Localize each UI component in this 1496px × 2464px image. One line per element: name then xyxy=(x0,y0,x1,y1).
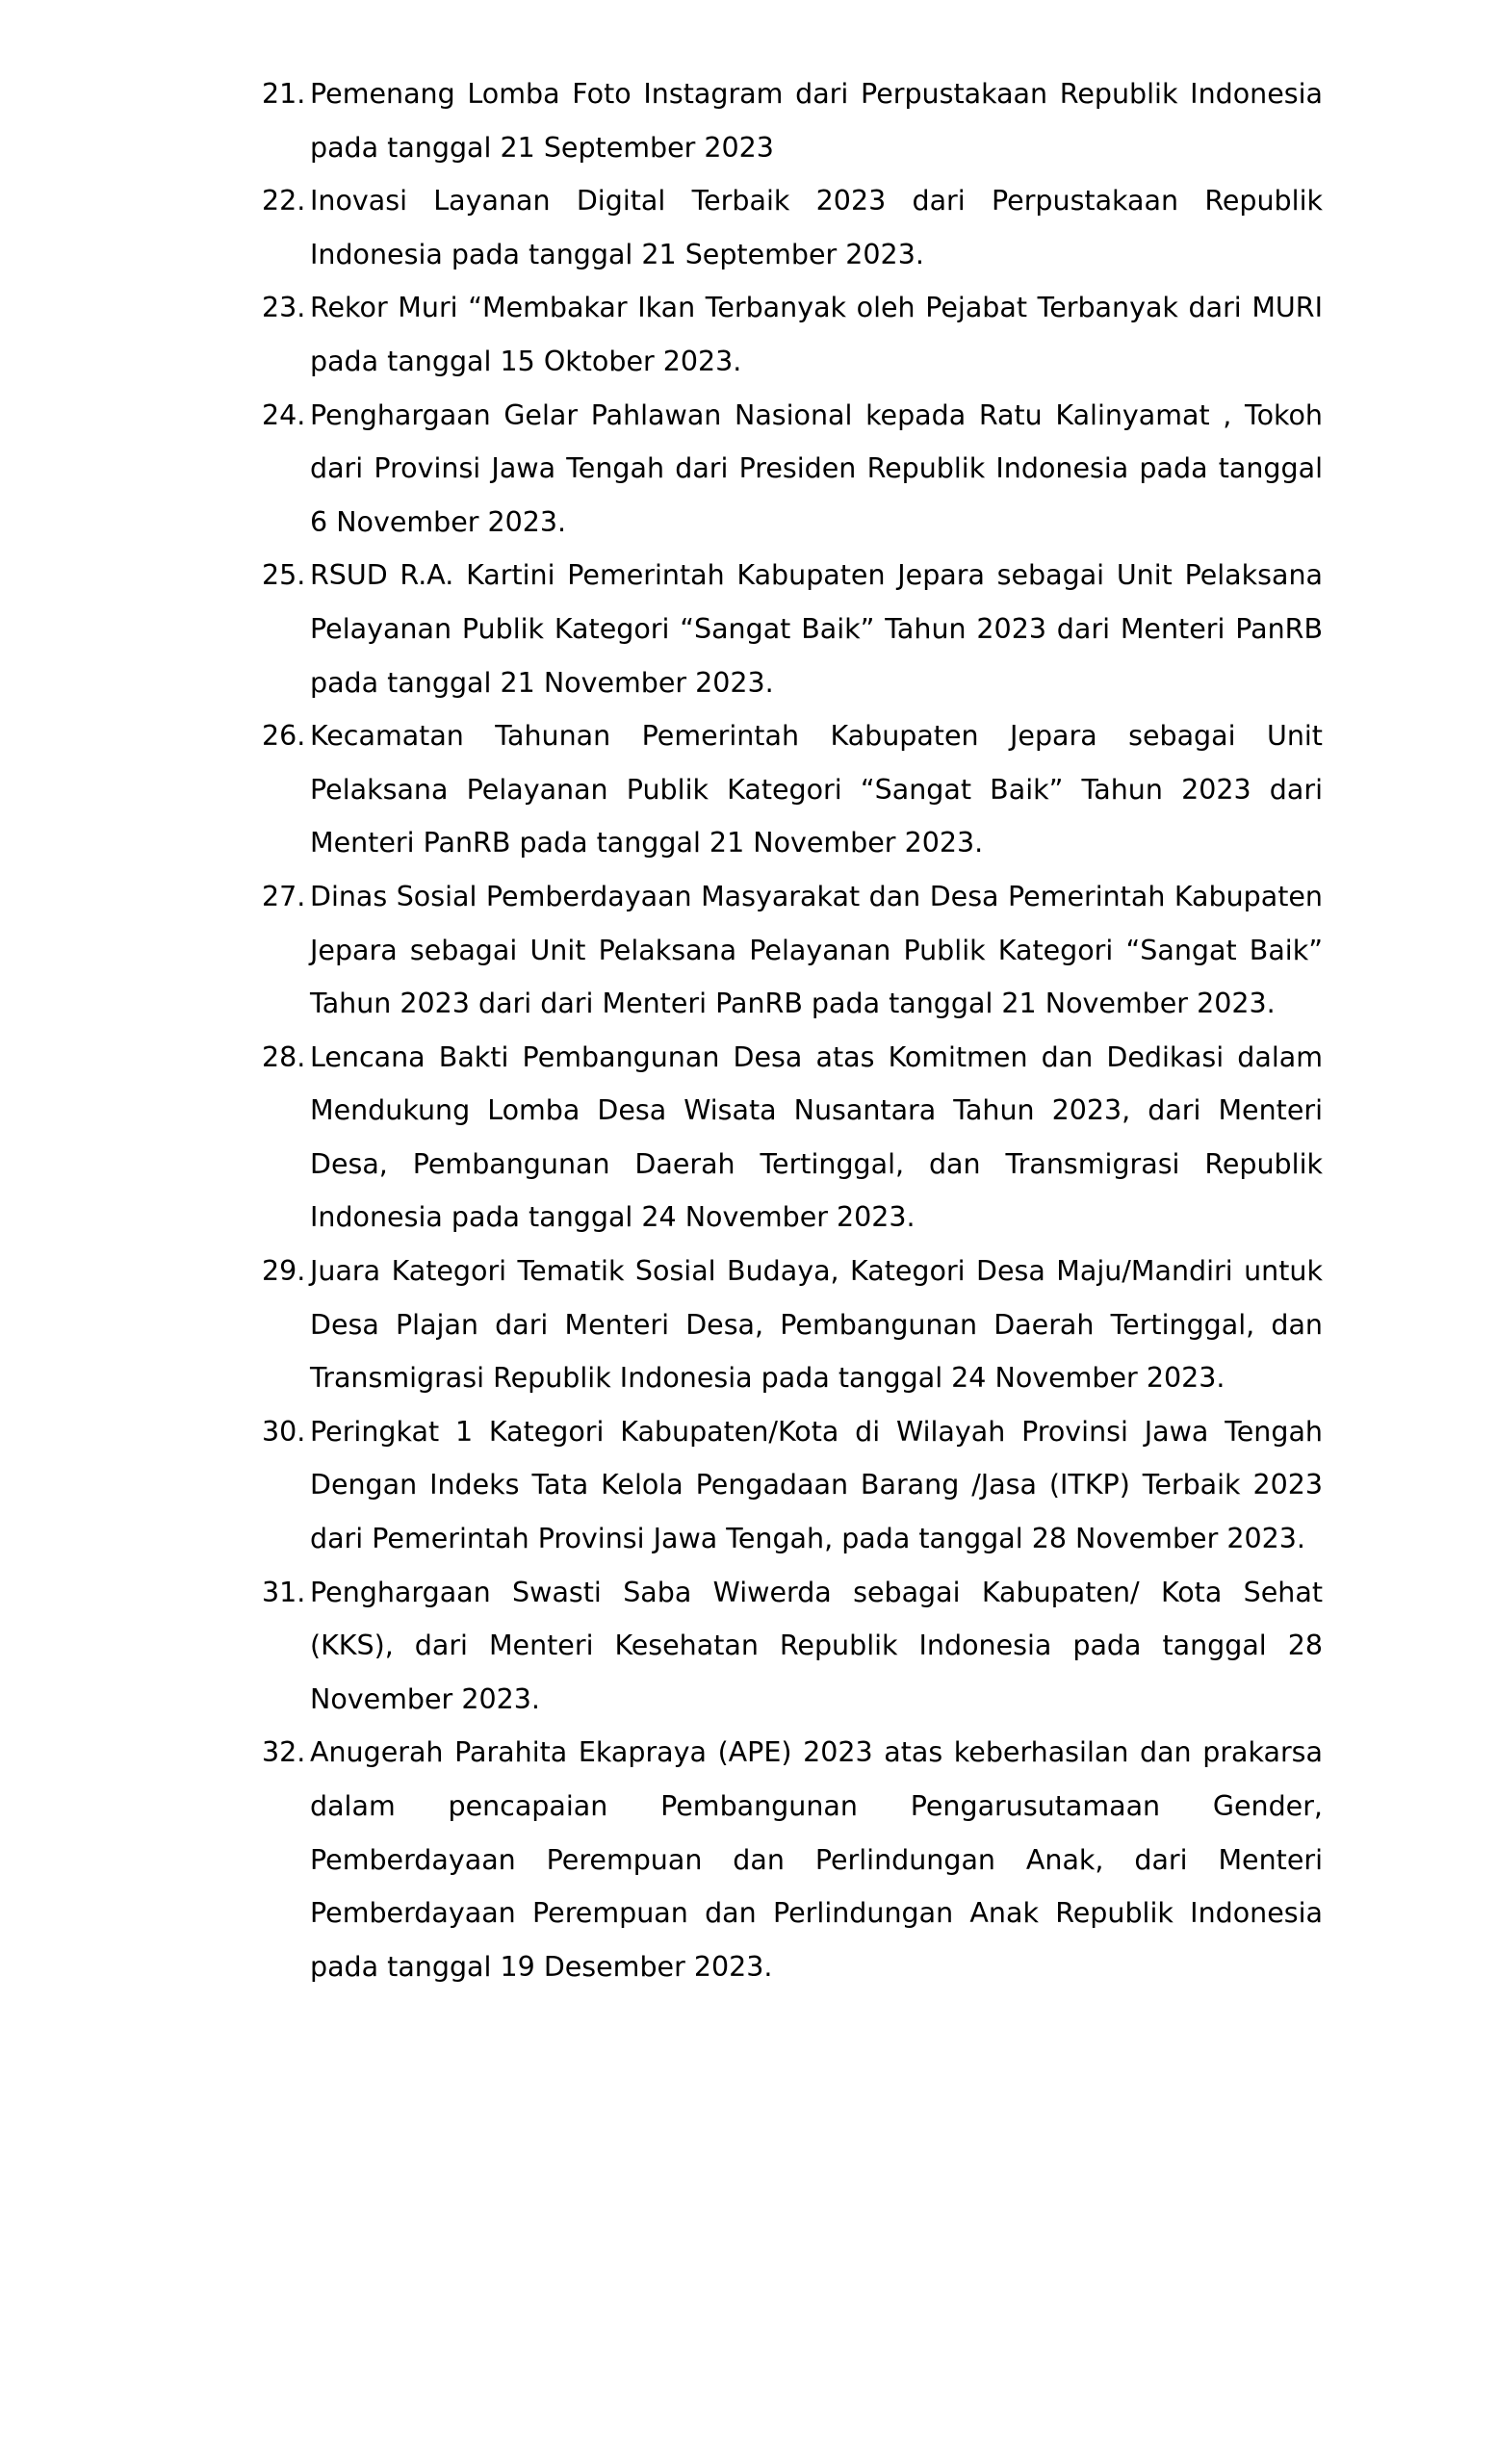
award-number: 32. xyxy=(262,1736,306,1769)
award-number: 27. xyxy=(262,880,306,912)
award-text: Anugerah Parahita Ekapraya (APE) 2023 atas keberhasilan dan prakarsa dalam pencapaian Pembangunan Pengarusutamaan Gender, Pemberdayaan Perempuan dan Perlindungan Anak, dari Menteri Pemberdayaan Perempuan dan Perlindungan Anak Republik Indonesia pada tanggal 19 Desember 2023. xyxy=(310,1736,1323,1983)
award-number: 31. xyxy=(262,1576,306,1608)
award-item xyxy=(0,389,1496,550)
award-text: Penghargaan Gelar Pahlawan Nasional kepada Ratu Kalinyamat , Tokoh dari Provinsi Jawa Tengah dari Presiden Republik Indonesia pada tanggal 6 November 2023. xyxy=(310,398,1323,538)
award-number: 24. xyxy=(262,398,306,431)
award-number: 29. xyxy=(262,1255,306,1288)
award-item xyxy=(0,549,1496,709)
award-item xyxy=(0,1405,1496,1566)
award-item xyxy=(0,870,1496,1031)
award-text: Pemenang Lomba Foto Instagram dari Perpustakaan Republik Indonesia pada tanggal 21 September 2023 xyxy=(310,78,1323,164)
award-number: 30. xyxy=(262,1415,306,1448)
award-number: 21. xyxy=(262,78,306,110)
award-text: RSUD R.A. Kartini Pemerintah Kabupaten Jepara sebagai Unit Pelaksana Pelayanan Publik Kategori “Sangat Baik” Tahun 2023 dari Menteri PanRB pada tanggal 21 November 2023. xyxy=(310,559,1323,699)
award-item xyxy=(0,67,1496,174)
award-list xyxy=(0,67,1496,1993)
award-text: Dinas Sosial Pemberdayaan Masyarakat dan Desa Pemerintah Kabupaten Jepara sebagai Unit Pelaksana Pelayanan Publik Kategori “Sangat Baik” Tahun 2023 dari dari Menteri PanRB pada tanggal 21 November 2023. xyxy=(310,880,1323,1020)
award-item xyxy=(0,281,1496,388)
award-item xyxy=(0,1726,1496,1993)
award-number: 26. xyxy=(262,720,306,753)
award-number: 28. xyxy=(262,1040,306,1073)
award-text: Juara Kategori Tematik Sosial Budaya, Kategori Desa Maju/Mandiri untuk Desa Plajan dari Menteri Desa, Pembangunan Daerah Tertinggal, dan Transmigrasi Republik Indonesia pada tanggal 24 November 2023. xyxy=(310,1255,1323,1395)
award-text: Lencana Bakti Pembangunan Desa atas Komitmen dan Dedikasi dalam Mendukung Lomba Desa Wisata Nusantara Tahun 2023, dari Menteri Desa, Pembangunan Daerah Tertinggal, dan Transmigrasi Republik Indonesia pada tanggal 24 November 2023. xyxy=(310,1040,1323,1234)
award-text: Inovasi Layanan Digital Terbaik 2023 dari Perpustakaan Republik Indonesia pada tanggal 21 September 2023. xyxy=(310,185,1323,270)
award-item xyxy=(0,1566,1496,1727)
award-text: Rekor Muri “Membakar Ikan Terbanyak oleh Pejabat Terbanyak dari MURI pada tanggal 15 Oktober 2023. xyxy=(310,292,1323,377)
award-text: Penghargaan Swasti Saba Wiwerda sebagai Kabupaten/ Kota Sehat (KKS), dari Menteri Kesehatan Republik Indonesia pada tanggal 28 November 2023. xyxy=(310,1576,1323,1715)
award-item xyxy=(0,709,1496,870)
award-number: 23. xyxy=(262,292,306,324)
award-item xyxy=(0,174,1496,281)
award-text: Peringkat 1 Kategori Kabupaten/Kota di Wilayah Provinsi Jawa Tengah Dengan Indeks Tata Kelola Pengadaan Barang /Jasa (ITKP) Terbaik 2023 dari Pemerintah Provinsi Jawa Tengah, pada tanggal 28 November 2023. xyxy=(310,1415,1323,1555)
award-text: Kecamatan Tahunan Pemerintah Kabupaten Jepara sebagai Unit Pelaksana Pelayanan Publik Kategori “Sangat Baik” Tahun 2023 dari Menteri PanRB pada tanggal 21 November 2023. xyxy=(310,720,1323,860)
award-number: 22. xyxy=(262,185,306,218)
award-item xyxy=(0,1031,1496,1245)
award-item xyxy=(0,1245,1496,1405)
award-number: 25. xyxy=(262,559,306,592)
